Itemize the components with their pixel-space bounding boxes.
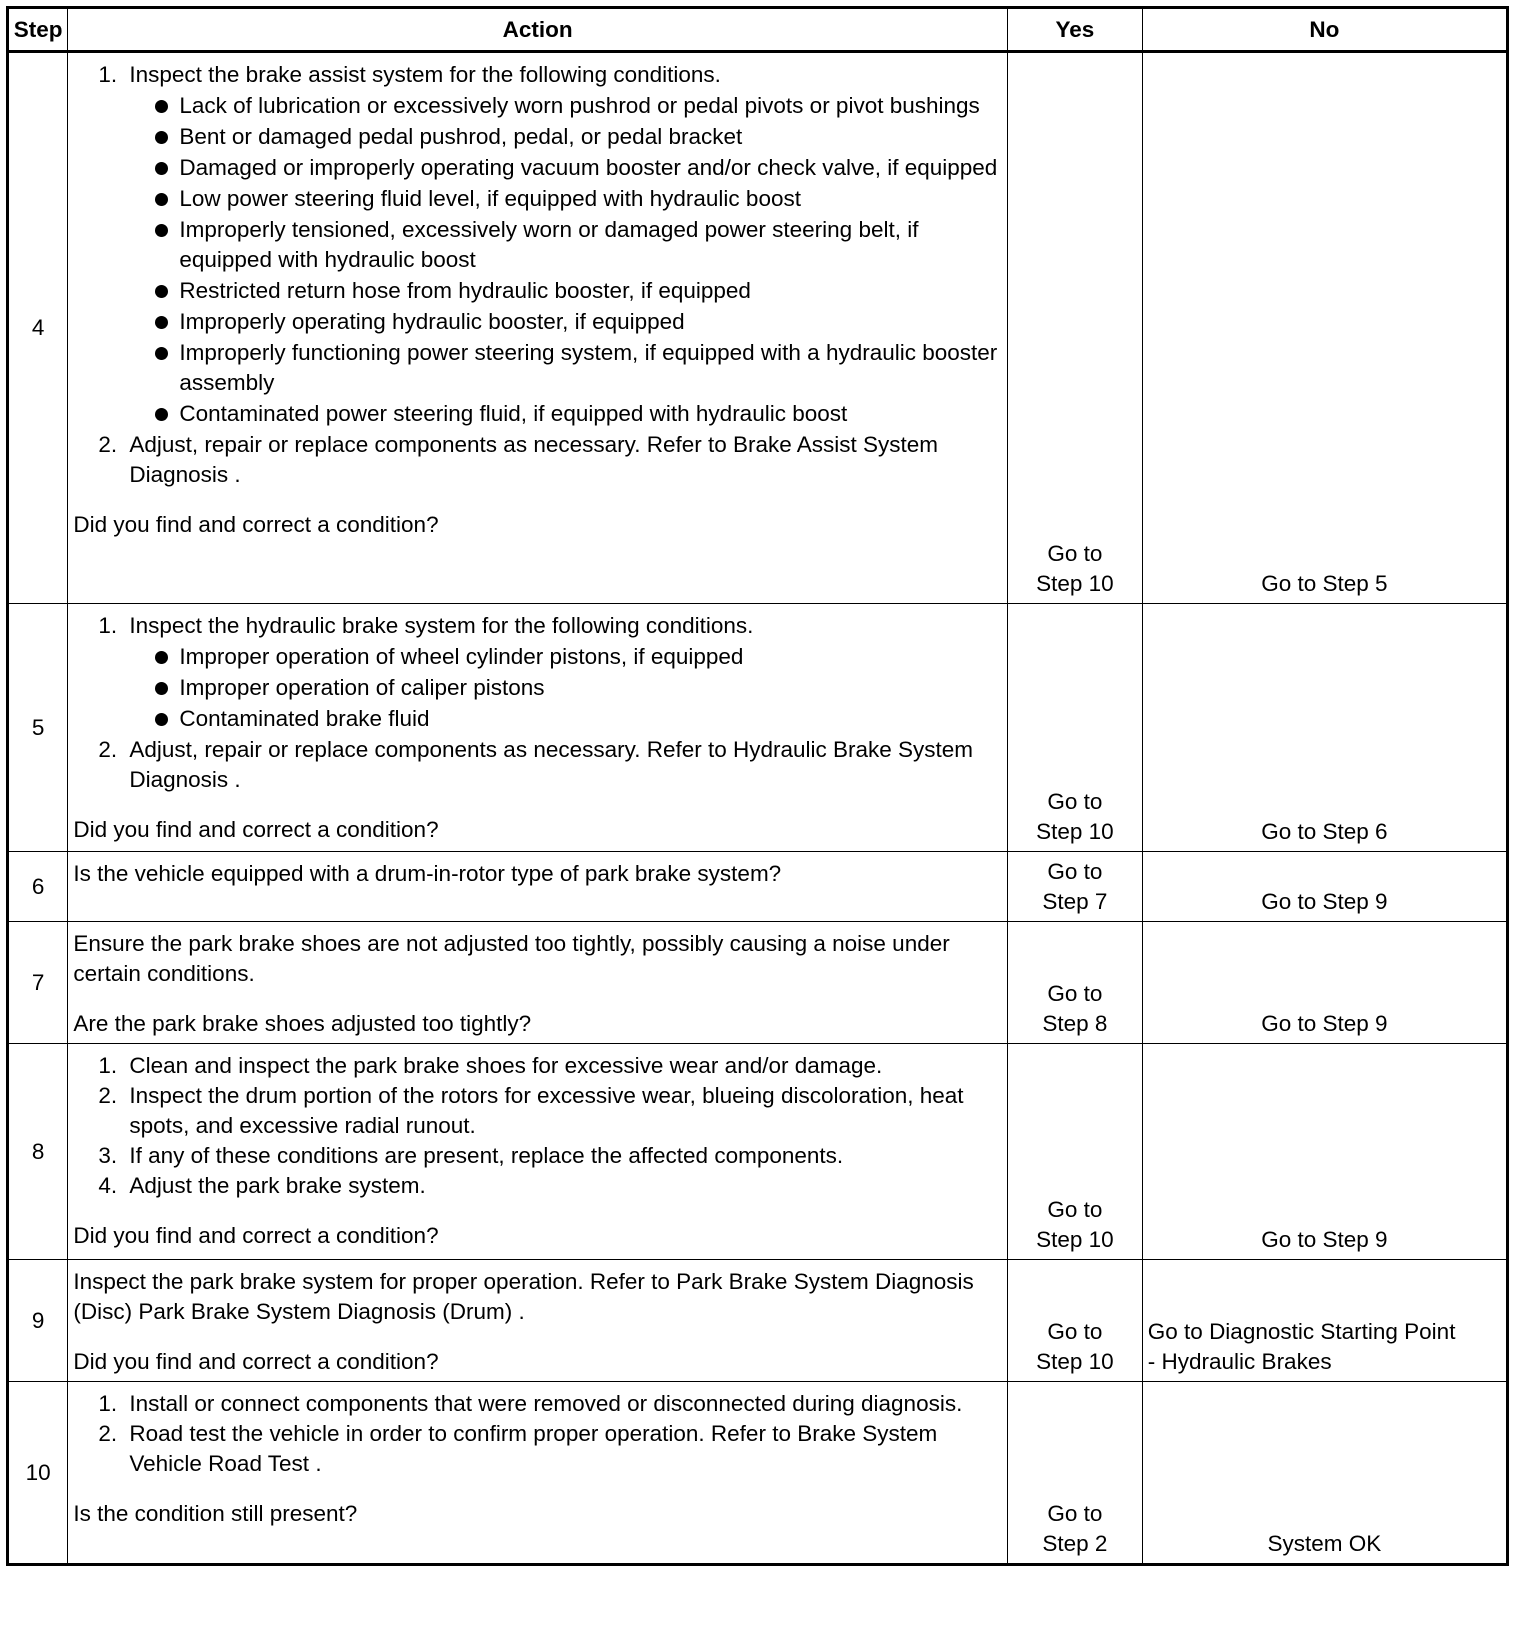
header-no: No xyxy=(1142,8,1507,52)
header-step: Step xyxy=(8,8,68,52)
bullet-list xyxy=(129,91,1002,429)
yes-line: Go to xyxy=(1047,1197,1103,1222)
action-list xyxy=(73,1051,1002,1201)
table-row xyxy=(8,52,1508,604)
question-text: Did you find and correct a condition? xyxy=(73,1223,439,1248)
header-row xyxy=(8,8,1508,52)
action-cell xyxy=(68,1044,1008,1260)
yes-cell xyxy=(1007,852,1142,922)
no-cell xyxy=(1142,1382,1507,1565)
action-cell xyxy=(68,52,1008,604)
step-number: 8 xyxy=(8,1044,68,1260)
table-row xyxy=(8,1382,1508,1565)
step-number: 5 xyxy=(8,604,68,852)
list-item: 1. Clean and inspect the park brake shoes for excessive wear and/or damage. xyxy=(123,1051,1002,1081)
action-cell xyxy=(68,852,1008,922)
step-number: 10 xyxy=(8,1382,68,1565)
yes-cell xyxy=(1007,1382,1142,1565)
yes-line: Step 10 xyxy=(1036,571,1114,596)
list-item: 2. Adjust, repair or replace components as necessary. Refer to Brake Assist System Diagnosis . xyxy=(123,430,1002,490)
question-text: Did you find and correct a condition? xyxy=(73,1349,439,1374)
list-item: 3. If any of these conditions are present, replace the affected components. xyxy=(123,1141,1002,1171)
table-row xyxy=(8,1044,1508,1260)
yes-line: Step 8 xyxy=(1042,1011,1108,1036)
action-cell xyxy=(68,604,1008,852)
table-row xyxy=(8,922,1508,1044)
action-text: Ensure the park brake shoes are not adjusted too tightly, possibly causing a noise under certain conditions. xyxy=(73,931,950,986)
no-line: Go to Step 9 xyxy=(1261,1011,1388,1036)
step-number: 7 xyxy=(8,922,68,1044)
no-line: Go to Step 5 xyxy=(1261,571,1388,596)
action-text: Inspect the park brake system for proper operation. Refer to Park Brake System Diagnosis (Disc) Park Brake System Diagnosis (Drum) . xyxy=(73,1269,974,1324)
no-line: - Hydraulic Brakes xyxy=(1147,1349,1332,1374)
list-item: Improperly tensioned, excessively worn or damaged power steering belt, if equipped with hydraulic boost xyxy=(155,215,1002,275)
action-list xyxy=(73,611,1002,795)
action-list xyxy=(73,60,1002,490)
list-item: 2. Inspect the drum portion of the rotors for excessive wear, blueing discoloration, heat spots, and excessive radial runout. xyxy=(123,1081,1002,1141)
yes-line: Go to xyxy=(1047,789,1103,814)
list-item: Improper operation of caliper pistons xyxy=(155,673,1002,703)
action-list xyxy=(73,1389,1002,1479)
header-action: Action xyxy=(68,8,1008,52)
question-text: Are the park brake shoes adjusted too tightly? xyxy=(73,1011,532,1036)
yes-line: Go to xyxy=(1047,1501,1103,1526)
question-text: Did you find and correct a condition? xyxy=(73,817,439,842)
no-line: System OK xyxy=(1267,1531,1382,1556)
list-item: Low power steering fluid level, if equipped with hydraulic boost xyxy=(155,184,1002,214)
no-cell xyxy=(1142,1260,1507,1382)
no-cell xyxy=(1142,1044,1507,1260)
list-item: Improper operation of wheel cylinder pistons, if equipped xyxy=(155,642,1002,672)
yes-cell xyxy=(1007,1044,1142,1260)
list-item: Lack of lubrication or excessively worn pushrod or pedal pivots or pivot bushings xyxy=(155,91,1002,121)
action-cell xyxy=(68,1382,1008,1565)
table-row xyxy=(8,852,1508,922)
list-item: Damaged or improperly operating vacuum booster and/or check valve, if equipped xyxy=(155,153,1002,183)
step-number: 6 xyxy=(8,852,68,922)
diagnostic-table xyxy=(6,6,1509,1566)
bullet-list xyxy=(129,642,1002,734)
list-item: 4. Adjust the park brake system. xyxy=(123,1171,1002,1201)
action-cell xyxy=(68,1260,1008,1382)
table-row xyxy=(8,604,1508,852)
no-cell xyxy=(1142,922,1507,1044)
step-number: 4 xyxy=(8,52,68,604)
no-line: Go to Diagnostic Starting Point xyxy=(1147,1319,1456,1344)
yes-line: Go to xyxy=(1047,1319,1103,1344)
list-item-text: Inspect the hydraulic brake system for the following conditions. xyxy=(129,613,754,638)
yes-cell xyxy=(1007,52,1142,604)
no-cell xyxy=(1142,52,1507,604)
step-number: 9 xyxy=(8,1260,68,1382)
yes-cell xyxy=(1007,922,1142,1044)
no-line: Go to Step 6 xyxy=(1261,819,1388,844)
yes-cell xyxy=(1007,604,1142,852)
list-item: Contaminated brake fluid xyxy=(155,704,1002,734)
action-cell xyxy=(68,922,1008,1044)
question-text: Did you find and correct a condition? xyxy=(73,512,439,537)
header-yes: Yes xyxy=(1007,8,1142,52)
list-item-text: Inspect the brake assist system for the following conditions. xyxy=(129,62,721,87)
table-row xyxy=(8,1260,1508,1382)
list-item: Restricted return hose from hydraulic booster, if equipped xyxy=(155,276,1002,306)
yes-line: Step 10 xyxy=(1036,819,1114,844)
no-cell xyxy=(1142,604,1507,852)
list-item: Contaminated power steering fluid, if equipped with hydraulic boost xyxy=(155,399,1002,429)
list-item: 1. Install or connect components that were removed or disconnected during diagnosis. xyxy=(123,1389,1002,1419)
yes-line: Go to xyxy=(1047,541,1103,566)
list-item: 2. Road test the vehicle in order to confirm proper operation. Refer to Brake System Vehicle Road Test . xyxy=(123,1419,1002,1479)
list-item: Improperly operating hydraulic booster, if equipped xyxy=(155,307,1002,337)
no-line: Go to Step 9 xyxy=(1261,889,1388,914)
yes-line: Step 2 xyxy=(1042,1531,1108,1556)
yes-line: Step 7 xyxy=(1042,889,1108,914)
question-text: Is the condition still present? xyxy=(73,1501,358,1526)
yes-line: Step 10 xyxy=(1036,1349,1114,1374)
yes-line: Go to xyxy=(1047,981,1103,1006)
list-item xyxy=(123,60,1002,429)
no-cell xyxy=(1142,852,1507,922)
yes-line: Go to xyxy=(1047,859,1103,884)
list-item: 2. Adjust, repair or replace components as necessary. Refer to Hydraulic Brake System Diagnosis . xyxy=(123,735,1002,795)
action-text: Is the vehicle equipped with a drum-in-rotor type of park brake system? xyxy=(73,861,782,886)
list-item: Improperly functioning power steering system, if equipped with a hydraulic booster assembly xyxy=(155,338,1002,398)
list-item: Bent or damaged pedal pushrod, pedal, or pedal bracket xyxy=(155,122,1002,152)
yes-cell xyxy=(1007,1260,1142,1382)
no-line: Go to Step 9 xyxy=(1261,1227,1388,1252)
yes-line: Step 10 xyxy=(1036,1227,1114,1252)
list-item xyxy=(123,611,1002,734)
